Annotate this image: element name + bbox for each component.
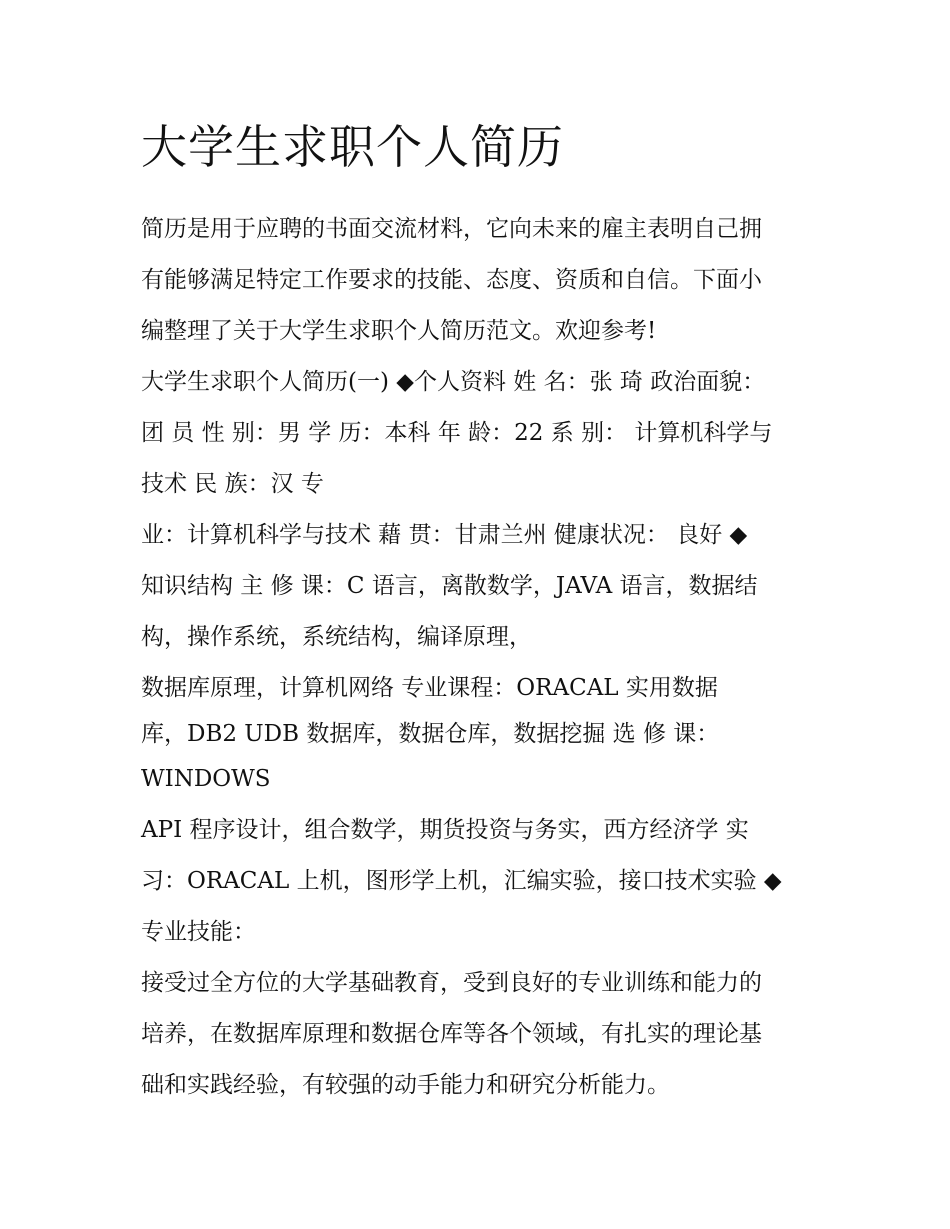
body-line: 专业技能： (141, 919, 256, 945)
document-page (141, 112, 821, 1111)
document-body (141, 204, 821, 1111)
body-line: 有能够满足特定工作要求的技能、态度、资质和自信。下面小 (141, 267, 762, 293)
body-line: 接受过全方位的大学基础教育，受到良好的专业训练和能力的 (141, 970, 762, 996)
body-line: 库，DB2 UDB 数据库，数据仓库，数据挖掘 选 修 课： (141, 721, 720, 747)
body-line: 简历是用于应聘的书面交流材料，它向未来的雇主表明自己拥 (141, 216, 762, 242)
body-line: 培养，在数据库原理和数据仓库等各个领域，有扎实的理论基 (141, 1021, 762, 1047)
body-line: 团 员 性 别：男 学 历：本科 年 龄：22 系 别： 计算机科学与 (141, 420, 773, 446)
body-line: 大学生求职个人简历(一) ◆个人资料 姓 名：张 琦 政治面貌： (141, 369, 766, 395)
body-line: 编整理了关于大学生求职个人简历范文。欢迎参考! (141, 318, 657, 344)
body-line: 础和实践经验，有较强的动手能力和研究分析能力。 (141, 1072, 670, 1098)
body-line: 构，操作系统，系统结构，编译原理， (141, 624, 532, 650)
body-line: 数据库原理，计算机网络 专业课程：ORACAL 实用数据 (141, 675, 718, 701)
body-line: WINDOWS (141, 766, 271, 792)
body-line: 知识结构 主 修 课：C 语言，离散数学，JAVA 语言，数据结 (141, 573, 758, 599)
body-line: 业：计算机科学与技术 藉 贯：甘肃兰州 健康状况： 良好 ◆ (141, 522, 748, 548)
body-line: API 程序设计，组合数学，期货投资与务实，西方经济学 实 (141, 817, 749, 843)
document-title: 大学生求职个人简历 (141, 120, 564, 174)
body-line: 技术 民 族：汉 专 (141, 471, 324, 497)
body-line: 习：ORACAL 上机，图形学上机，汇编实验，接口技术实验 ◆ (141, 868, 782, 894)
